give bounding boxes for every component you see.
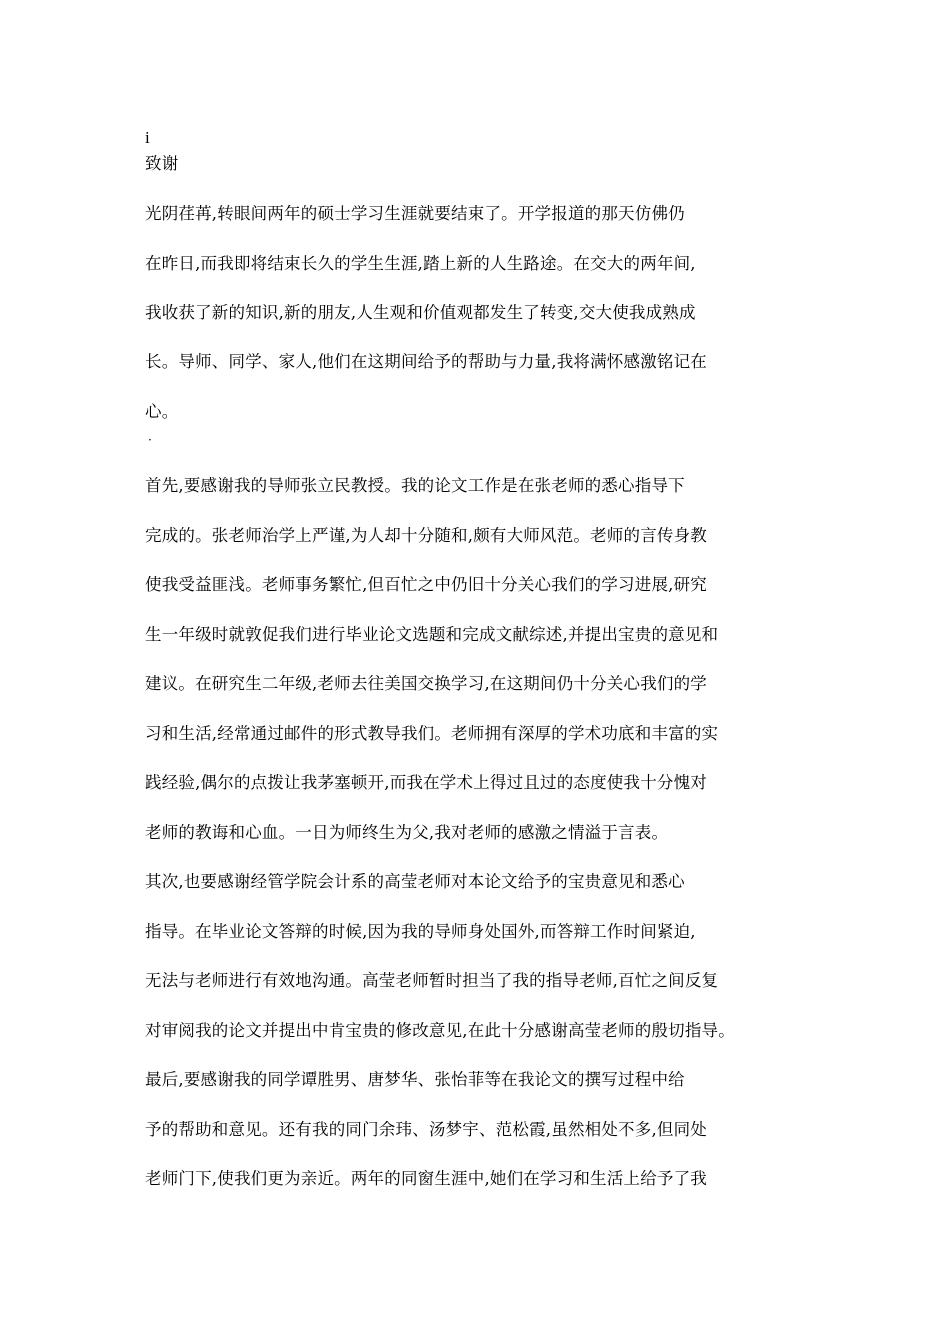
body-line: 最后,要感谢我的同学谭胜男、唐梦华、张怡菲等在我论文的撰写过程中给 <box>145 1070 685 1089</box>
body-line: 心。 <box>145 402 179 421</box>
body-line: 长。导师、同学、家人,他们在这期间给予的帮助与力量,我将满怀感激铭记在 <box>145 352 707 371</box>
body-line: 践经验,偶尔的点拨让我茅塞顿开,而我在学术上得过且过的态度使我十分愧对 <box>145 773 707 792</box>
body-line: 我收获了新的知识,新的朋友,人生观和价值观都发生了转变,交大使我成熟成 <box>145 303 696 322</box>
page-number-mark: i <box>145 128 150 147</box>
body-line: 无法与老师进行有效地沟通。高莹老师暂时担当了我的指导老师,百忙之间反复 <box>145 971 719 990</box>
body-line: 老师的教诲和心血。一日为师终生为父,我对老师的感激之情溢于言表。 <box>145 823 669 842</box>
body-line: 老师门下,使我们更为亲近。两年的同窗生涯中,她们在学习和生活上给予了我 <box>145 1169 707 1188</box>
body-line: 其次,也要感谢经管学院会计系的高莹老师对本论文给予的宝贵意见和悉心 <box>145 872 685 891</box>
body-line: 指导。在毕业论文答辩的时候,因为我的导师身处国外,而答辩工作时间紧迫, <box>145 922 696 941</box>
body-line: 使我受益匪浅。老师事务繁忙,但百忙之中仍旧十分关心我们的学习进展,研究 <box>145 575 707 594</box>
body-line: 生一年级时就敦促我们进行毕业论文选题和完成文献综述,并提出宝贵的意见和 <box>145 625 719 644</box>
body-line: 光阴荏苒,转眼间两年的硕士学习生涯就要结束了。开学报道的那天仿佛仍 <box>145 204 685 223</box>
body-line: 首先,要感谢我的导师张立民教授。我的论文工作是在张老师的悉心指导下 <box>145 476 685 495</box>
body-line: 习和生活,经常通过邮件的形式教导我们。老师拥有深厚的学术功底和丰富的实 <box>145 724 719 743</box>
body-line: 在昨日,而我即将结束长久的学生生涯,踏上新的人生路途。在交大的两年间, <box>145 254 696 273</box>
body-line: 予的帮助和意见。还有我的同门余玮、汤梦宇、范松霞,虽然相处不多,但同处 <box>145 1120 707 1139</box>
body-line: 完成的。张老师治学上严谨,为人却十分随和,颇有大师风范。老师的言传身教 <box>145 526 707 545</box>
body-line: 对审阅我的论文并提出中肯宝贵的修改意见,在此十分感谢高莹老师的殷切指导。 <box>145 1021 735 1040</box>
stray-dot-mark: · <box>148 433 152 447</box>
body-line: 建议。在研究生二年级,老师去往美国交换学习,在这期间仍十分关心我们的学 <box>145 674 707 693</box>
page-heading: 致谢 <box>145 154 179 173</box>
